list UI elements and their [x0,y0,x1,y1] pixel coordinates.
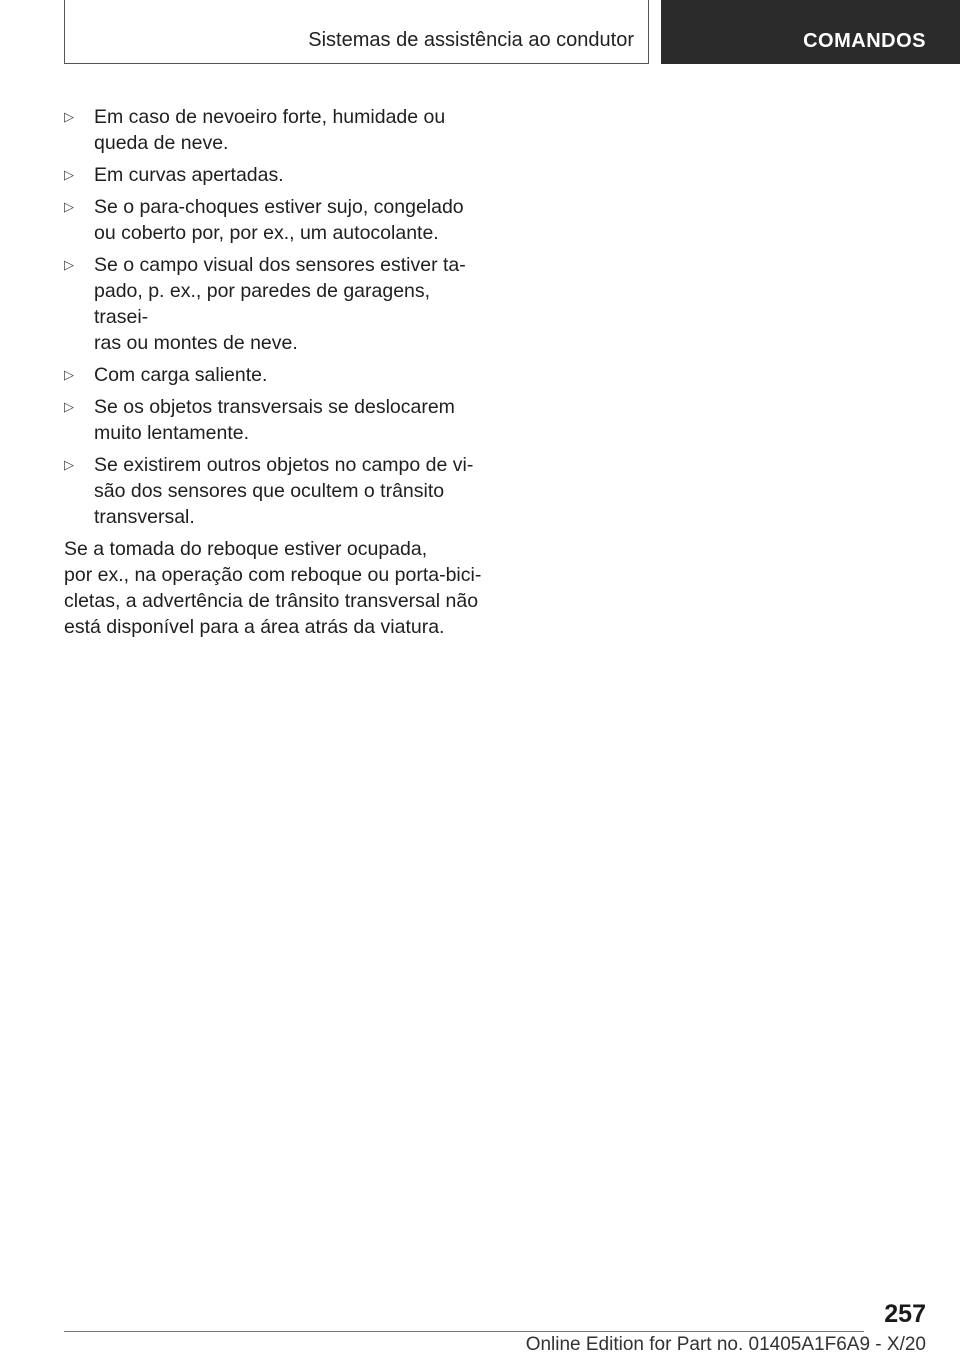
bullet-text-line: ras ou montes de neve. [94,332,298,354]
bullet-text-line: muito lentamente. [94,422,250,444]
footer-divider [64,1331,864,1332]
bullet-text-line: Em caso de nevoeiro forte, humidade ou [94,106,446,128]
bullet-item [64,162,484,188]
bullet-text-line: queda de neve. [94,132,229,154]
triangle-bullet-icon: ▷ [64,199,74,214]
page-content [64,104,484,640]
bullet-item [64,452,484,530]
bullet-text-line: Se o campo visual dos sensores estiver ta- [94,254,466,276]
triangle-bullet-icon: ▷ [64,399,74,414]
chapter-tab-label: COMANDOS [803,30,926,52]
bullet-item [64,394,484,446]
bullet-text-line: são dos sensores que ocultem o trânsito [94,480,445,502]
paragraph-line: cletas, a advertência de trânsito transversal não [64,590,479,612]
bullet-text-line: ou coberto por, por ex., um autocolante. [94,222,439,244]
bullet-item [64,194,484,246]
triangle-bullet-icon: ▷ [64,167,74,182]
bullet-item [64,104,484,156]
bullet-text-line: pado, p. ex., por paredes de garagens, trasei- [94,280,431,328]
header-section-box [64,0,649,64]
body-paragraph [64,536,484,640]
footer-edition-text: Online Edition for Part no. 01405A1F6A9 - X/20 [525,1334,926,1355]
bullet-item [64,362,484,388]
bullet-text-line: Em curvas apertadas. [94,164,284,186]
bullet-text-line: Se o para-choques estiver sujo, congelado [94,196,464,218]
chapter-tab [661,0,960,64]
paragraph-line: está disponível para a área atrás da viatura. [64,616,445,638]
bullet-text-line: transversal. [94,506,195,528]
triangle-bullet-icon: ▷ [64,457,74,472]
bullet-item [64,252,484,356]
bullet-list [64,104,484,530]
triangle-bullet-icon: ▷ [64,109,74,124]
triangle-bullet-icon: ▷ [64,257,74,272]
paragraph-line: Se a tomada do reboque estiver ocupada, [64,538,428,560]
page-number: 257 [884,1300,926,1328]
bullet-text-line: Com carga saliente. [94,364,268,386]
triangle-bullet-icon: ▷ [64,367,74,382]
bullet-text-line: Se existirem outros objetos no campo de vi- [94,454,474,476]
paragraph-line: por ex., na operação com reboque ou porta-bici- [64,564,482,586]
section-title: Sistemas de assistência ao condutor [308,29,634,51]
bullet-text-line: Se os objetos transversais se deslocarem [94,396,455,418]
